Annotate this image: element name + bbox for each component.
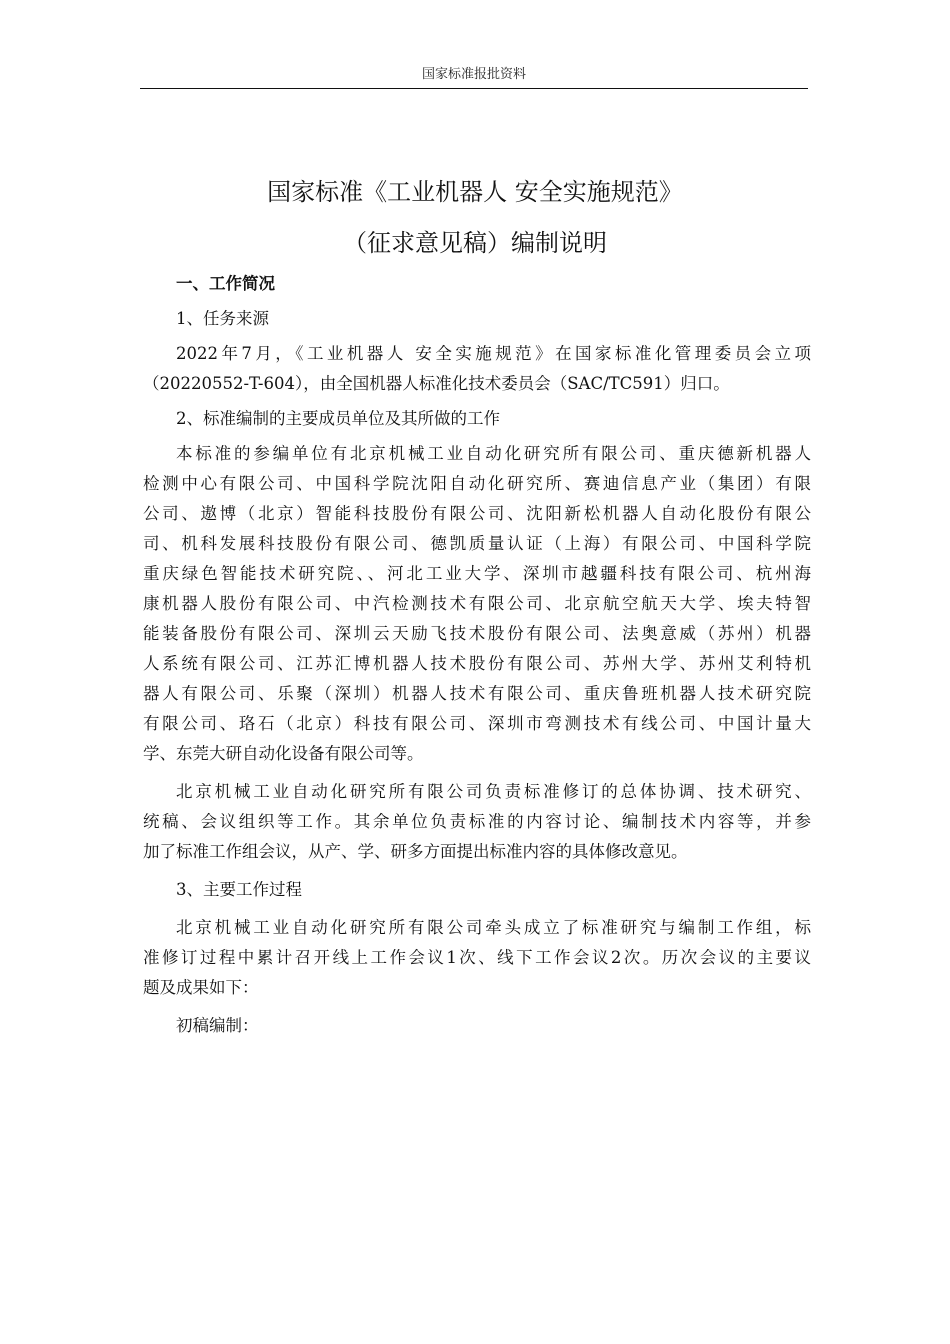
paragraph-line: 准修订过程中累计召开线上工作会议1次、线下工作会议2次。历次会议的主要议 <box>143 948 811 967</box>
paragraph-line: 司、机科发展科技股份有限公司、德凯质量认证（上海）有限公司、中国科学院 <box>143 534 811 553</box>
paragraph-line: 公司、遨博（北京）智能科技股份有限公司、沈阳新松机器人自动化股份有限公 <box>143 504 811 523</box>
document-title-line-1: 国家标准《工业机器人 安全实施规范》 <box>267 178 683 206</box>
paragraph-line: （20220552-T-604），由全国机器人标准化技术委员会（SAC/TC591）归口。 <box>143 374 730 393</box>
page-header: 国家标准报批资料 <box>421 67 526 82</box>
paragraph-line: 北京机械工业自动化研究所有限公司负责标准修订的总体协调、技术研究、 <box>176 782 811 801</box>
draft-compilation-label: 初稿编制： <box>176 1016 259 1035</box>
header-rule <box>140 88 808 89</box>
section-heading-work-overview: 一、工作简况 <box>176 274 275 293</box>
paragraph-line: 统稿、会议组织等工作。其余单位负责标准的内容讨论、编制技术内容等，并参 <box>143 812 811 831</box>
paragraph-line: 检测中心有限公司、中国科学院沈阳自动化研究所、赛迪信息产业（集团）有限 <box>143 474 811 493</box>
paragraph-work-process <box>143 913 811 1003</box>
paragraph-responsibilities <box>143 777 811 867</box>
paragraph-line: 人系统有限公司、江苏汇博机器人技术股份有限公司、苏州大学、苏州艾利特机 <box>143 654 811 673</box>
paragraph-line: 加了标准工作组会议，从产、学、研多方面提出标准内容的具体修改意见。 <box>143 842 688 861</box>
paragraph-line: 器人有限公司、乐聚（深圳）机器人技术有限公司、重庆鲁班机器人技术研究院 <box>143 684 811 703</box>
subsection-heading-members: 2、标准编制的主要成员单位及其所做的工作 <box>176 409 500 428</box>
paragraph-line: 康机器人股份有限公司、中汽检测技术有限公司、北京航空航天大学、埃夫特智 <box>143 594 811 613</box>
paragraph-line: 题及成果如下： <box>143 978 259 997</box>
paragraph-participating-units <box>143 439 811 769</box>
document-body <box>143 269 811 1041</box>
paragraph-line: 北京机械工业自动化研究所有限公司牵头成立了标准研究与编制工作组，标 <box>176 918 811 937</box>
paragraph-line: 学、东莞大研自动化设备有限公司等。 <box>143 744 424 763</box>
document-title-line-2: （征求意见稿）编制说明 <box>343 229 607 257</box>
paragraph-line: 2022年7月，《工业机器人 安全实施规范》在国家标准化管理委员会立项 <box>176 344 811 363</box>
paragraph-line: 能装备股份有限公司、深圳云天励飞技术股份有限公司、法奥意威（苏州）机器 <box>143 624 811 643</box>
subsection-heading-work-process: 3、主要工作过程 <box>176 880 302 899</box>
paragraph-line: 有限公司、珞石（北京）科技有限公司、深圳市弯测技术有线公司、中国计量大 <box>143 714 811 733</box>
subsection-heading-task-source: 1、任务来源 <box>176 309 269 328</box>
paragraph-task-source <box>143 339 811 399</box>
paragraph-line: 重庆绿色智能技术研究院、、河北工业大学、深圳市越疆科技有限公司、杭州海 <box>143 564 811 583</box>
paragraph-line: 本标准的参编单位有北京机械工业自动化研究所有限公司、重庆德新机器人 <box>176 444 811 463</box>
